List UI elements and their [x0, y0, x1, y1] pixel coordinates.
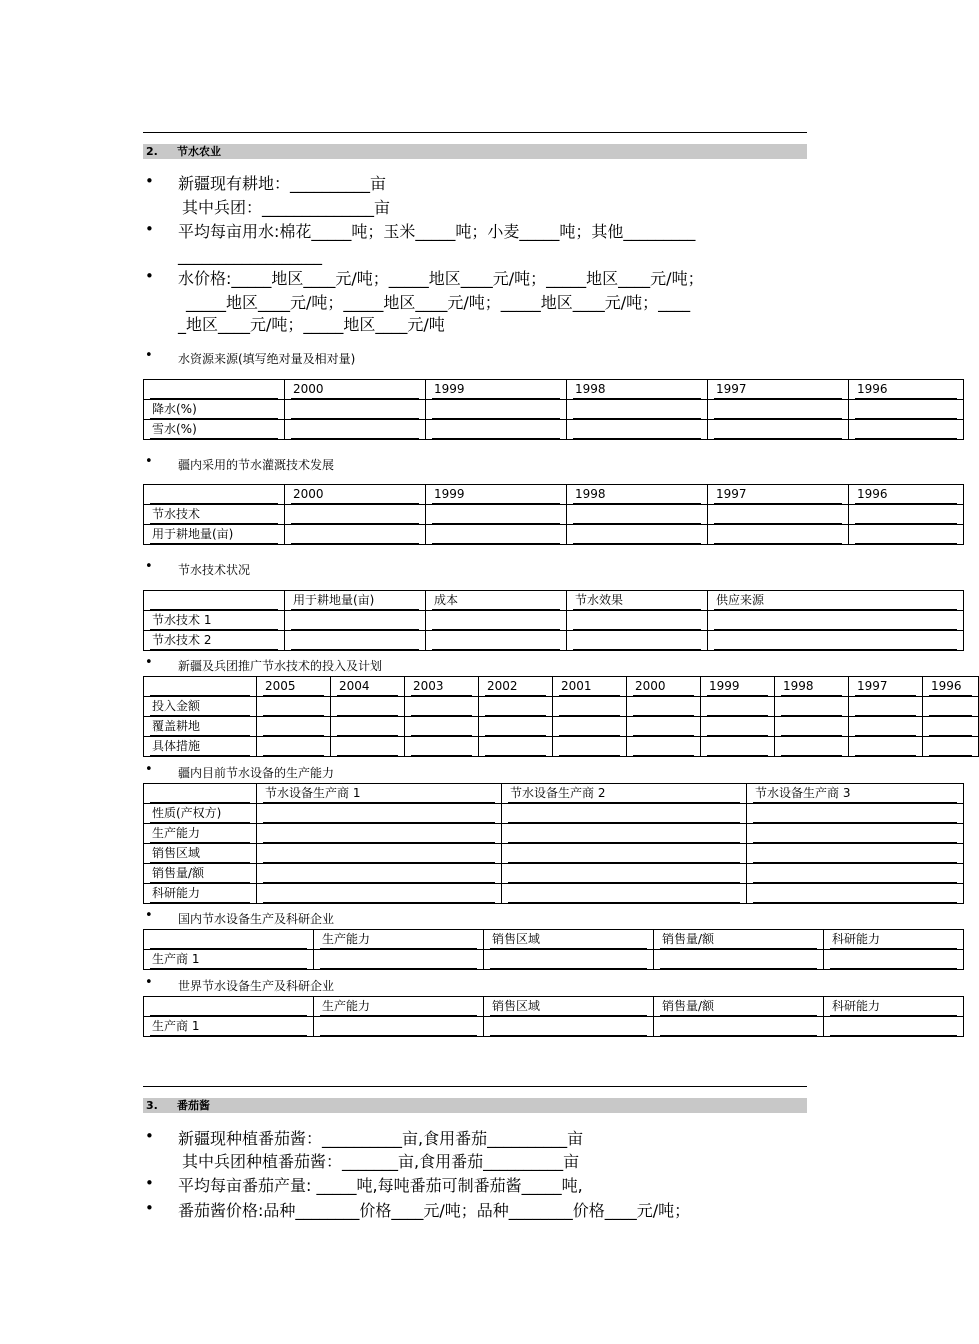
fill-blank[interactable]: [508, 805, 740, 823]
fill-blank[interactable]: [573, 401, 701, 419]
bullet-icon: •: [145, 220, 154, 238]
fill-blank[interactable]: [855, 421, 957, 439]
table-4-heading: 新疆及兵团推广节水技术的投入及计划: [178, 659, 383, 673]
fill-blank[interactable]: [559, 718, 620, 736]
column-header: 生产能力: [320, 931, 477, 949]
column-header: 节水设备生产商 3: [753, 785, 957, 803]
row-label: 生产商 1: [150, 1018, 307, 1036]
tomato-yield-line: 平均每亩番茄产量: _____吨,每吨番茄可制番茄酱_____吨,: [178, 1176, 583, 1195]
fill-blank[interactable]: [485, 698, 546, 716]
column-header: 销售量/额: [660, 998, 817, 1016]
section-2-header: [143, 144, 807, 159]
fill-blank[interactable]: [490, 1018, 647, 1036]
fill-blank[interactable]: [707, 738, 768, 756]
fill-blank[interactable]: [830, 951, 957, 969]
irrigation-tech-table: [143, 484, 964, 545]
fill-blank[interactable]: [263, 698, 324, 716]
fill-blank[interactable]: [714, 632, 957, 650]
bullet-icon: •: [145, 454, 153, 469]
fill-blank[interactable]: [263, 738, 324, 756]
fill-blank[interactable]: [855, 718, 916, 736]
bullet-icon: •: [145, 655, 153, 670]
section-title: 番茄酱: [177, 1099, 210, 1112]
bullet-icon: •: [145, 975, 153, 990]
fill-blank[interactable]: [633, 698, 694, 716]
table-row: [144, 844, 964, 864]
column-header: 销售区域: [490, 998, 647, 1016]
fill-blank[interactable]: [753, 845, 957, 863]
table-row: [144, 525, 964, 545]
fill-blank[interactable]: [707, 718, 768, 736]
row-label: 节水技术 1: [150, 612, 278, 630]
arable-land-line: 新疆现有耕地：__________亩: [178, 174, 387, 193]
table-6-heading: 国内节水设备生产及科研企业: [178, 912, 335, 926]
table-1-heading: 水资源来源(填写绝对量及相对量): [178, 352, 356, 366]
column-header: 1997: [855, 678, 916, 696]
column-header: 2000: [633, 678, 694, 696]
column-header: 1998: [573, 381, 701, 399]
column-header: 科研能力: [830, 998, 957, 1016]
section-3-header: [143, 1098, 807, 1113]
row-label: 雪水(%): [150, 421, 278, 439]
fill-blank[interactable]: [855, 401, 957, 419]
world-companies-table: [143, 996, 964, 1037]
section-number: 2.: [146, 145, 158, 158]
table-row: [144, 400, 964, 420]
fill-blank[interactable]: [660, 951, 817, 969]
column-header: 1996: [855, 381, 957, 399]
domestic-companies-table: [143, 929, 964, 970]
bullet-icon: •: [145, 908, 153, 923]
column-header: 1998: [781, 678, 842, 696]
fill-blank[interactable]: [508, 825, 740, 843]
fill-blank[interactable]: [929, 738, 972, 756]
fill-blank[interactable]: [291, 401, 419, 419]
fill-blank[interactable]: [263, 718, 324, 736]
table-7-heading: 世界节水设备生产及科研企业: [178, 979, 335, 993]
row-label: 销售量/额: [150, 865, 250, 883]
fill-blank[interactable]: [320, 951, 477, 969]
row-label: 生产商 1: [150, 951, 307, 969]
table-header-row: [144, 380, 964, 400]
fill-blank[interactable]: [753, 865, 957, 883]
fill-blank[interactable]: [781, 738, 842, 756]
fill-blank[interactable]: [432, 526, 560, 544]
table-corner: [150, 381, 278, 399]
column-header: 生产能力: [320, 998, 477, 1016]
table-row: [144, 420, 964, 440]
column-header: 2002: [485, 678, 546, 696]
fill-blank[interactable]: [291, 421, 419, 439]
water-use-line: 平均每亩用水:棉花_____吨；玉米_____吨；小麦_____吨；其他_________: [178, 222, 696, 241]
fill-blank[interactable]: [559, 738, 620, 756]
table-row: [144, 1017, 964, 1037]
fill-blank[interactable]: [485, 738, 546, 756]
investment-plan-table: [143, 676, 979, 757]
table-row: [144, 824, 964, 844]
fill-blank[interactable]: [559, 698, 620, 716]
fill-blank[interactable]: [929, 718, 972, 736]
fill-blank[interactable]: [573, 506, 701, 524]
bullet-icon: •: [145, 172, 154, 190]
column-header: 1997: [714, 381, 842, 399]
water-price-line-1: 水价格:_____地区____元/吨；_____地区____元/吨；_____地区____元/吨；: [178, 269, 704, 288]
column-header: 节水效果: [573, 592, 701, 610]
column-header: 1999: [432, 486, 560, 504]
water-source-table: [143, 379, 964, 440]
fill-blank[interactable]: [490, 951, 647, 969]
column-header: 2000: [291, 381, 419, 399]
fill-blank[interactable]: [707, 698, 768, 716]
fill-blank[interactable]: [573, 632, 701, 650]
row-label: 性质(产权方): [150, 805, 250, 823]
row-label: 用于耕地量(亩): [150, 526, 278, 544]
column-header: 销售区域: [490, 931, 647, 949]
water-use-blank-line: __________________: [178, 246, 322, 265]
column-header: 节水设备生产商 2: [508, 785, 740, 803]
bullet-icon: •: [145, 1174, 154, 1192]
fill-blank[interactable]: [337, 738, 398, 756]
fill-blank[interactable]: [263, 825, 495, 843]
fill-blank[interactable]: [291, 612, 419, 630]
section-title: 节水农业: [177, 145, 221, 158]
fill-blank[interactable]: [263, 805, 495, 823]
corps-land-line: 其中兵团：______________亩: [182, 198, 391, 217]
fill-blank[interactable]: [337, 718, 398, 736]
water-price-line-3: _地区____元/吨；_____地区____元/吨: [178, 315, 445, 334]
row-label: 具体措施: [150, 738, 250, 756]
fill-blank[interactable]: [714, 526, 842, 544]
column-header: 1997: [714, 486, 842, 504]
section-3-rule: [143, 1086, 807, 1087]
table-corner: [150, 931, 307, 949]
fill-blank[interactable]: [291, 632, 419, 650]
table-row: [144, 505, 964, 525]
fill-blank[interactable]: [291, 526, 419, 544]
column-header: 1998: [573, 486, 701, 504]
table-header-row: [144, 784, 964, 804]
fill-blank[interactable]: [432, 632, 560, 650]
table-corner: [150, 592, 278, 610]
fill-blank[interactable]: [263, 885, 495, 903]
column-header: 2005: [263, 678, 324, 696]
fill-blank[interactable]: [263, 845, 495, 863]
table-5-heading: 疆内目前节水设备的生产能力: [178, 766, 335, 780]
fill-blank[interactable]: [781, 718, 842, 736]
column-header: 销售量/额: [660, 931, 817, 949]
column-header: 1996: [929, 678, 972, 696]
fill-blank[interactable]: [411, 698, 472, 716]
bullet-icon: •: [145, 559, 153, 574]
fill-blank[interactable]: [508, 865, 740, 883]
table-row: [144, 631, 964, 651]
fill-blank[interactable]: [714, 421, 842, 439]
fill-blank[interactable]: [855, 698, 916, 716]
tomato-price-line: 番茄酱价格:品种________价格____元/吨；品种________价格____元/吨；: [178, 1201, 691, 1220]
row-label: 投入金额: [150, 698, 250, 716]
table-row: [144, 950, 964, 970]
table-corner: [150, 678, 250, 696]
tomato-area-line: 新疆现种植番茄酱：__________亩,食用番茄__________亩: [178, 1129, 584, 1148]
fill-blank[interactable]: [432, 421, 560, 439]
table-header-row: [144, 677, 979, 697]
column-header: 供应来源: [714, 592, 957, 610]
section-number: 3.: [146, 1099, 158, 1112]
row-label: 销售区域: [150, 845, 250, 863]
fill-blank[interactable]: [411, 738, 472, 756]
table-row: [144, 737, 979, 757]
fill-blank[interactable]: [411, 718, 472, 736]
section-2-rule: [143, 132, 807, 133]
table-corner: [150, 785, 250, 803]
table-corner: [150, 998, 307, 1016]
fill-blank[interactable]: [855, 526, 957, 544]
fill-blank[interactable]: [855, 506, 957, 524]
bullet-icon: •: [145, 267, 154, 285]
fill-blank[interactable]: [714, 401, 842, 419]
table-header-row: [144, 930, 964, 950]
fill-blank[interactable]: [508, 845, 740, 863]
column-header: 用于耕地量(亩): [291, 592, 419, 610]
column-header: 1996: [855, 486, 957, 504]
column-header: 节水设备生产商 1: [263, 785, 495, 803]
fill-blank[interactable]: [855, 738, 916, 756]
fill-blank[interactable]: [753, 825, 957, 843]
fill-blank[interactable]: [432, 506, 560, 524]
row-label: 节水技术: [150, 506, 278, 524]
table-header-row: [144, 997, 964, 1017]
fill-blank[interactable]: [573, 612, 701, 630]
fill-blank[interactable]: [753, 885, 957, 903]
column-header: 1999: [432, 381, 560, 399]
row-label: 节水技术 2: [150, 632, 278, 650]
fill-blank[interactable]: [320, 1018, 477, 1036]
fill-blank[interactable]: [263, 865, 495, 883]
bullet-icon: •: [145, 348, 153, 363]
fill-blank[interactable]: [753, 805, 957, 823]
table-row: [144, 804, 964, 824]
table-header-row: [144, 485, 964, 505]
table-row: [144, 864, 964, 884]
fill-blank[interactable]: [432, 612, 560, 630]
fill-blank[interactable]: [291, 506, 419, 524]
row-label: 科研能力: [150, 885, 250, 903]
column-header: 2003: [411, 678, 472, 696]
fill-blank[interactable]: [432, 401, 560, 419]
row-label: 降水(%): [150, 401, 278, 419]
table-row: [144, 697, 979, 717]
bullet-icon: •: [145, 1127, 154, 1145]
table-row: [144, 717, 979, 737]
fill-blank[interactable]: [633, 738, 694, 756]
column-header: 2001: [559, 678, 620, 696]
fill-blank[interactable]: [573, 421, 701, 439]
row-label: 覆盖耕地: [150, 718, 250, 736]
column-header: 科研能力: [830, 931, 957, 949]
tech-status-table: [143, 590, 964, 651]
column-header: 2004: [337, 678, 398, 696]
table-2-heading: 疆内采用的节水灌溉技术发展: [178, 458, 335, 472]
fill-blank[interactable]: [337, 698, 398, 716]
table-corner: [150, 486, 278, 504]
fill-blank[interactable]: [485, 718, 546, 736]
fill-blank[interactable]: [508, 885, 740, 903]
bullet-icon: •: [145, 1199, 154, 1217]
bullet-icon: •: [145, 762, 153, 777]
fill-blank[interactable]: [781, 698, 842, 716]
fill-blank[interactable]: [660, 1018, 817, 1036]
corps-tomato-area-line: 其中兵团种植番茄酱：_______亩,食用番茄__________亩: [182, 1152, 580, 1171]
column-header: 成本: [432, 592, 560, 610]
table-3-heading: 节水技术状况: [178, 563, 251, 577]
equipment-capacity-table: [143, 783, 964, 904]
fill-blank[interactable]: [714, 612, 957, 630]
table-row: [144, 611, 964, 631]
column-header: 1999: [707, 678, 768, 696]
fill-blank[interactable]: [830, 1018, 957, 1036]
water-price-line-2: _____地区____元/吨；_____地区____元/吨；_____地区____元/吨；____: [186, 293, 691, 312]
column-header: 2000: [291, 486, 419, 504]
fill-blank[interactable]: [633, 718, 694, 736]
table-header-row: [144, 591, 964, 611]
fill-blank[interactable]: [573, 526, 701, 544]
table-row: [144, 884, 964, 904]
fill-blank[interactable]: [714, 506, 842, 524]
fill-blank[interactable]: [929, 698, 972, 716]
row-label: 生产能力: [150, 825, 250, 843]
